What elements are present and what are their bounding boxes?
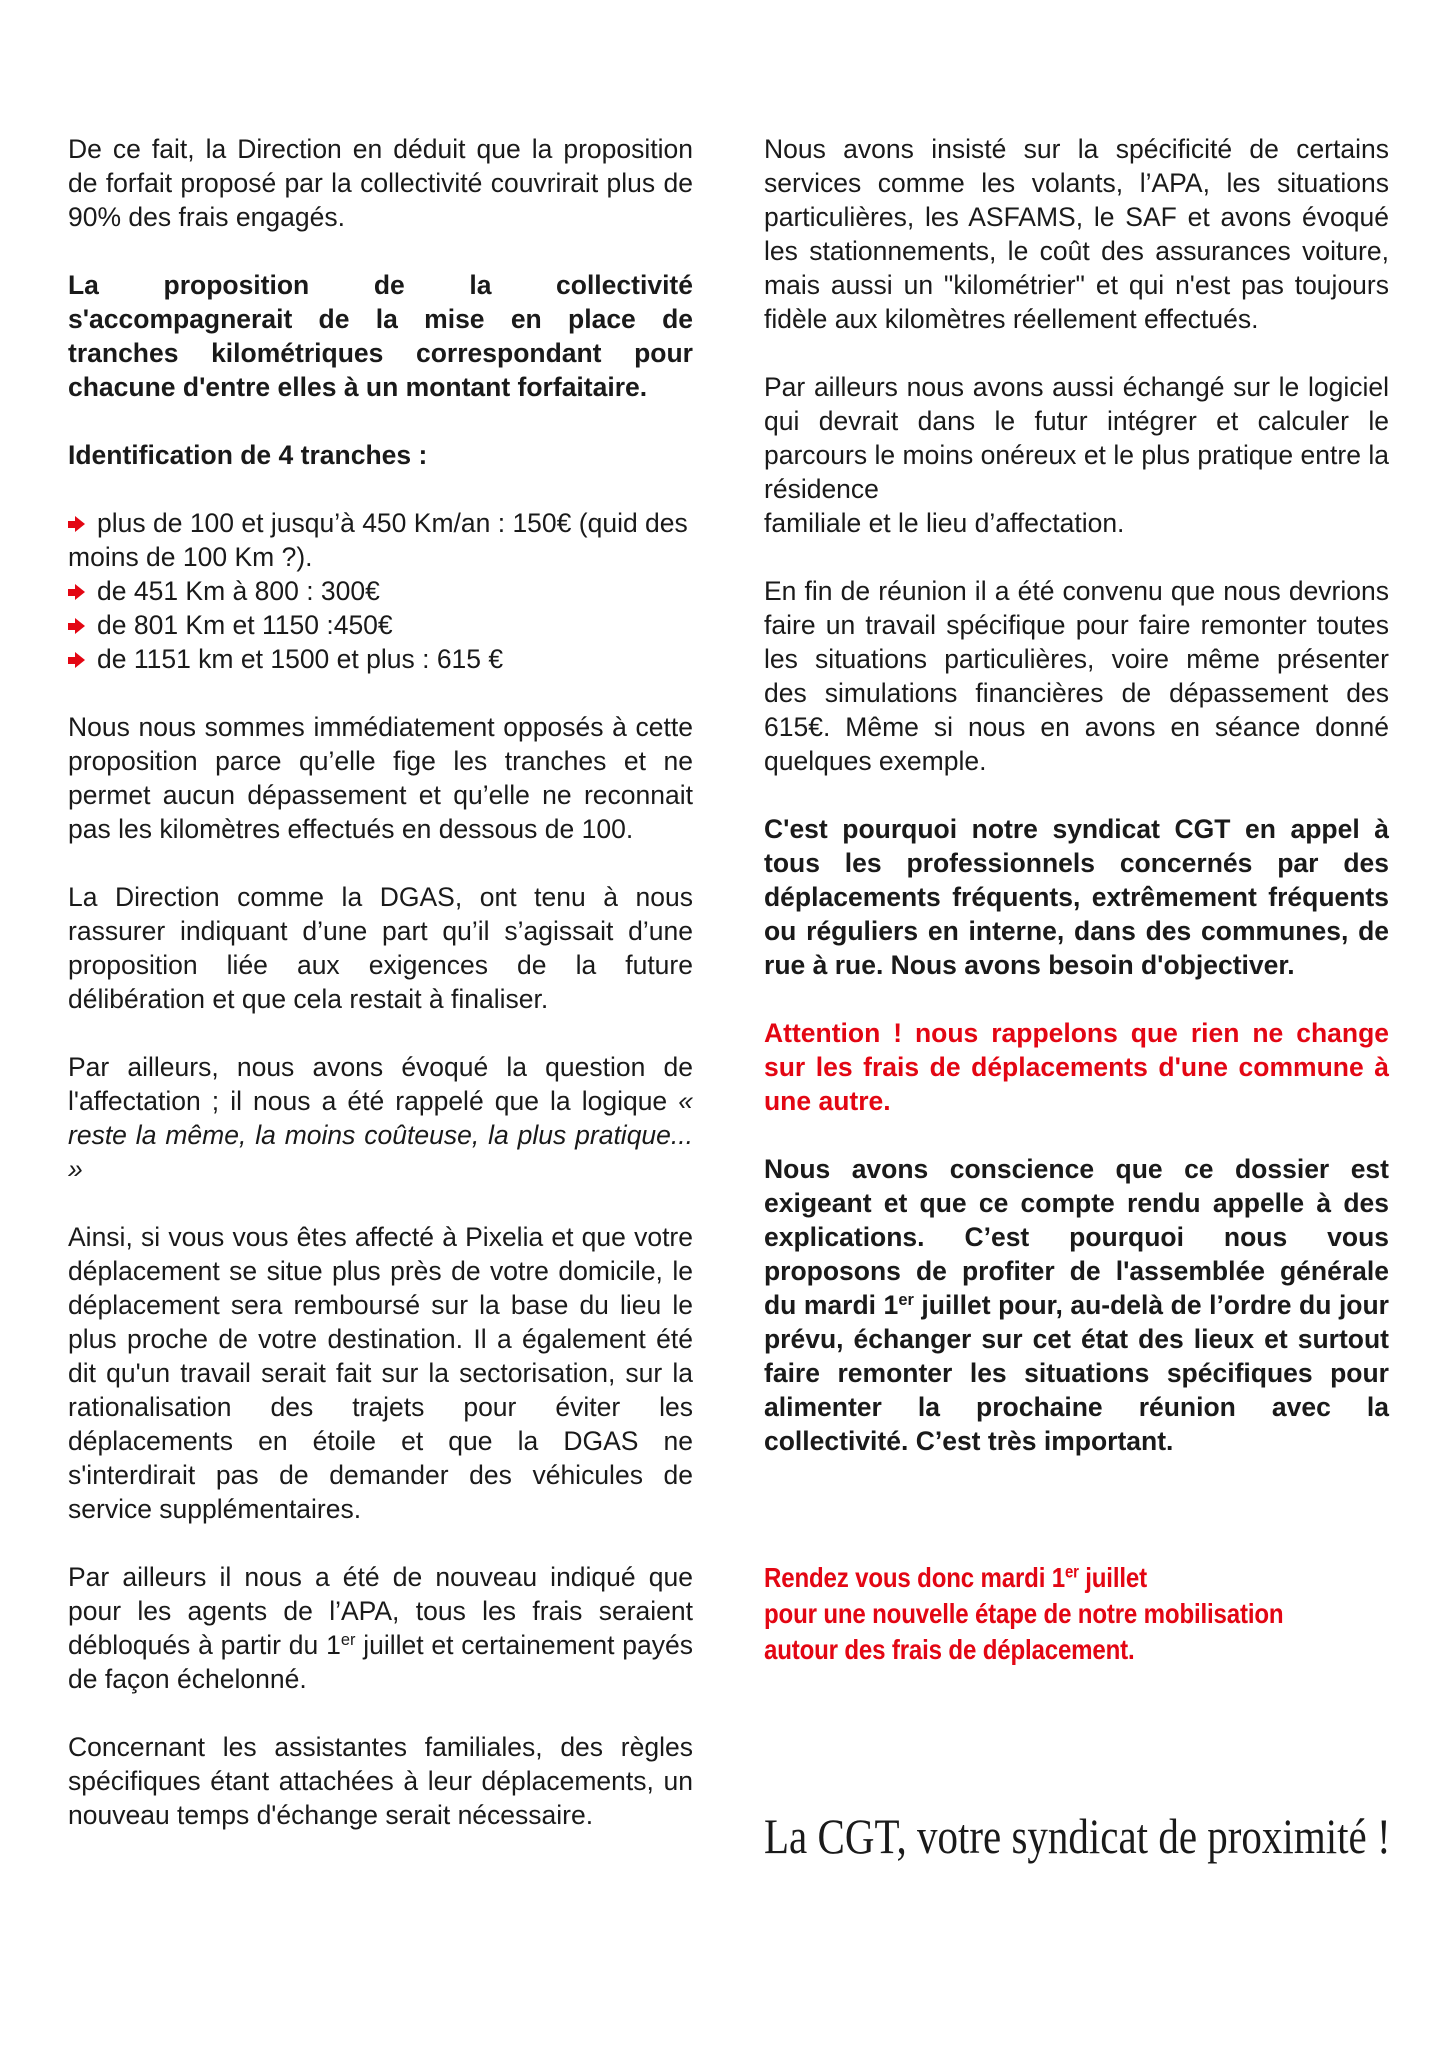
tranches-heading: Identification de 4 tranches : — [68, 440, 428, 470]
paragraph-apa: Par ailleurs il nous a été de nouveau indiqué que pour les agents de l’APA, tous les frais seraient débloqués à partir du 1er juillet et certainement payés de façon échelonné. — [68, 1562, 693, 1694]
paragraph-direction-dgas: La Direction comme la DGAS, ont tenu à nous rassurer indiquant d’une part qu’il s’agissait d’une proposition liée aux exigences de la future délibération et que cela restait à finaliser. — [68, 882, 693, 1014]
red-arrow-icon — [68, 584, 85, 601]
red-arrow-icon — [68, 652, 85, 669]
paragraph-logiciel: Par ailleurs nous avons aussi échangé sur le logiciel qui devrait dans le futur intégrer et calculer le parcours le moins onéreux et le plus pratique entre la résidence familiale et le lieu d’affectation. — [764, 372, 1389, 538]
list-item: de 451 Km à 800 : 300€ — [68, 574, 693, 608]
paragraph-attention: Attention ! nous rappelons que rien ne change sur les frais de déplacements d'une commune à une autre. — [764, 1018, 1389, 1116]
paragraph-fin-reunion: En fin de réunion il a été convenu que nous devrions faire un travail spécifique pour faire remonter toutes les situations particulières, voire même présenter des simulations financières de dépassement des 615€. Même si nous en avons en séance donné quelques exemple. — [764, 576, 1389, 776]
paragraph-assistantes-familiales: Concernant les assistantes familiales, des règles spécifiques étant attachées à leur déplacements, un nouveau temps d'échange serait nécessaire. — [68, 1732, 693, 1830]
rdv-line-2: pour une nouvelle étape de notre mobilisation — [764, 1598, 1284, 1629]
paragraph-tranches-intro: La proposition de la collectivité s'accompagnerait de la mise en place de tranches kilométriques correspondant pour chacune d'entre elles à un montant forfaitaire. — [68, 270, 693, 402]
paragraph-pixelia: Ainsi, si vous vous êtes affecté à Pixelia et que votre déplacement se situe plus près de votre domicile, le déplacement sera remboursé sur la base du lieu le plus proche de votre destination. Il a également été dit qu'un travail serait fait sur la sectorisation, sur la rationalisation des trajets pour éviter les déplacements en étoile et que la DGAS ne s'interdirait pas de demander des véhicules de service supplémentaires. — [68, 1222, 693, 1524]
rdv-line-1: Rendez vous donc mardi 1er juillet — [764, 1561, 1147, 1593]
list-item: de 801 Km et 1150 :450€ — [68, 608, 693, 642]
red-arrow-icon — [68, 516, 85, 533]
list-item: plus de 100 et jusqu’à 450 Km/an : 150€ (quid des moins de 100 Km ?). — [68, 508, 688, 572]
left-column — [68, 132, 693, 1866]
paragraph-specificite: Nous avons insisté sur la spécificité de certains services comme les volants, l’APA, les situations particulières, les ASFAMS, le SAF et avons évoqué les stationnements, le coût des assurances voiture, mais aussi un "kilométrier" et qui n'est pas toujours fidèle aux kilomètres réellement effectués. — [764, 134, 1389, 334]
affectation-quote: « reste la même, la moins coûteuse, la plus pratique... » — [68, 1086, 693, 1184]
paragraph-conscience: Nous avons conscience que ce dossier est exigeant et que ce compte rendu appelle à des explications. C’est pourquoi nous vous proposons de profiter de l'assemblée générale du mardi 1er juillet pour, au-delà de l’ordre du jour prévu, échanger sur cet état des lieux et surtout faire remonter les situations spécifiques pour alimenter la prochaine réunion avec la collectivité. C’est très important. — [764, 1154, 1389, 1456]
red-arrow-icon — [68, 618, 85, 635]
cgt-slogan: La CGT, votre syndicat de proximité ! — [764, 1808, 1391, 1864]
paragraph-opposition: Nous nous sommes immédiatement opposés à cette proposition parce qu’elle fige les tranches et ne permet aucun dépassement et qu’elle ne reconnait pas les kilomètres effectués en dessous de 100. — [68, 712, 693, 844]
paragraph-appel-cgt: C'est pourquoi notre syndicat CGT en appel à tous les professionnels concernés par des déplacements fréquents, extrêmement fréquents ou réguliers en interne, dans des communes, de rue à rue. Nous avons besoin d'objectiver. — [764, 814, 1389, 980]
right-column — [764, 132, 1389, 1492]
tranches-list — [68, 506, 693, 676]
paragraph-affectation: Par ailleurs, nous avons évoqué la question de l'affectation ; il nous a été rappelé que la logique « reste la même, la moins coûteuse, la plus pratique... » — [68, 1052, 693, 1184]
paragraph-forfait: De ce fait, la Direction en déduit que la proposition de forfait proposé par la collectivité couvrirait plus de 90% des frais engagés. — [68, 134, 693, 232]
rendez-vous-callout — [764, 1560, 1314, 1668]
list-item: de 1151 km et 1500 et plus : 615 € — [68, 642, 693, 676]
rdv-line-3: autour des frais de déplacement. — [764, 1634, 1135, 1665]
